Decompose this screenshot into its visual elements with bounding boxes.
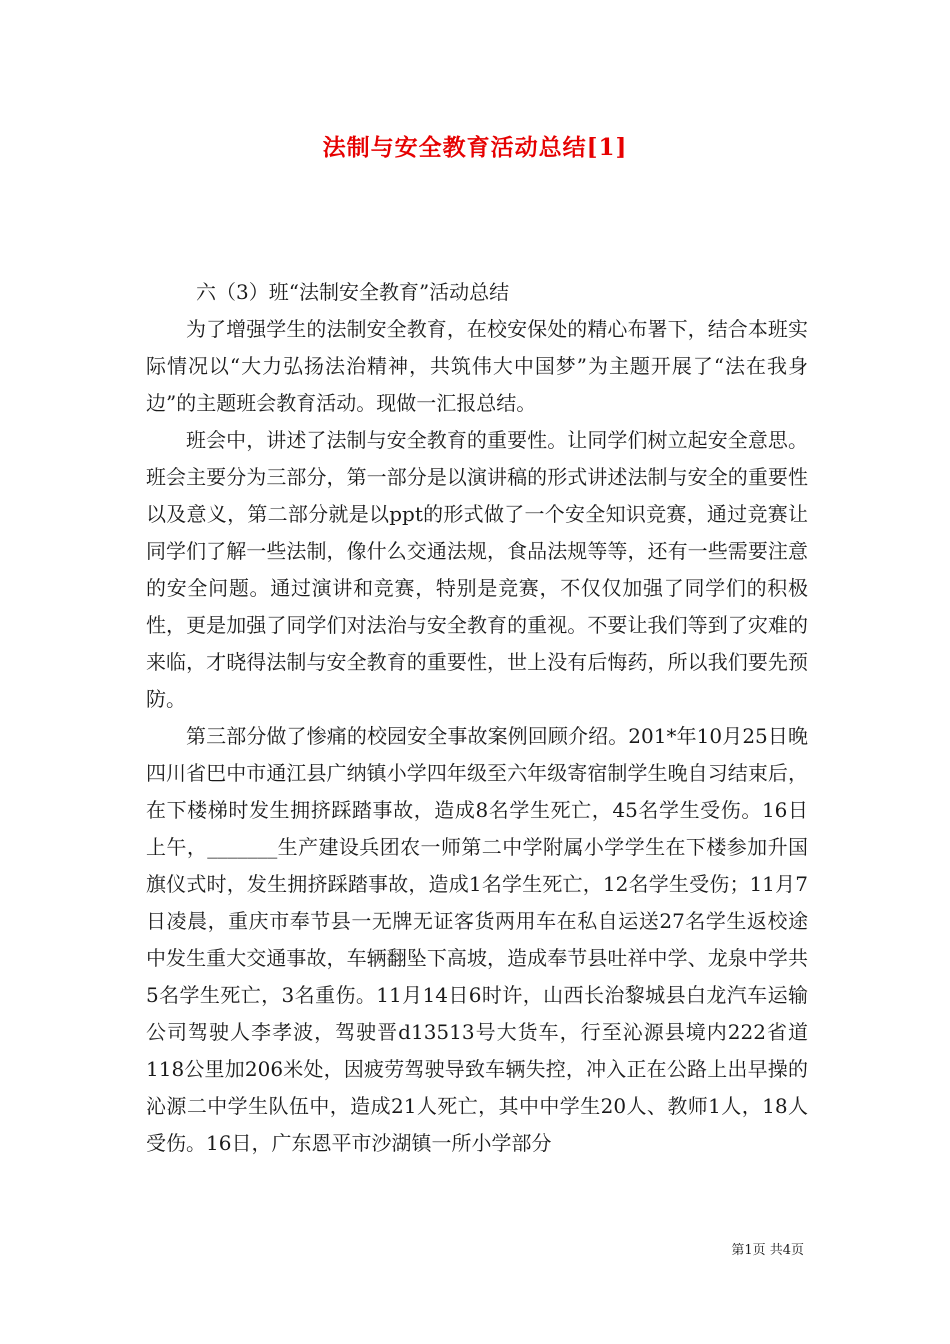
document-body <box>146 274 808 1162</box>
paragraph-case-review: 第三部分做了惨痛的校园安全事故案例回顾介绍。201*年10月25日晚四川省巴中市通江县广纳镇小学四年级至六年级寄宿制学生晚自习结束后，在下楼梯时发生拥挤踩踏事故，造成8名学生死亡，45名学生受伤。16日上午，_______生产建设兵团农一师第二中学附属小学学生在下楼参加升国旗仪式时，发生拥挤踩踏事故，造成1名学生死亡，12名学生受伤；11月7日凌晨，重庆市奉节县一无牌无证客货两用车在私自运送27名学生返校途中发生重大交通事故，车辆翻坠下高坡，造成奉节县吐祥中学、龙泉中学共5名学生死亡，3名重伤。11月14日6时许，山西长治黎城县白龙汽车运输公司驾驶人李孝波，驾驶晋d13513号大货车，行至沁源县境内222省道118公里加206米处，因疲劳驾驶导致车辆失控，冲入正在公路上出早操的沁源二中学生队伍中，造成21人死亡，其中中学生20人、教师1人，18人受伤。16日，广东恩平市沙湖镇一所小学部分 <box>146 724 808 1155</box>
paragraph-class-meeting: 班会中，讲述了法制与安全教育的重要性。让同学们树立起安全意思。班会主要分为三部分，第一部分是以演讲稿的形式讲述法制与安全的重要性以及意义，第二部分就是以ppt的形式做了一个安全知识竞赛，通过竞赛让同学们了解一些法制，像什么交通法规，食品法规等等，还有一些需要注意的安全问题。通过演讲和竞赛，特别是竞赛，不仅仅加强了同学们的积极性，更是加强了同学们对法治与安全教育的重视。不要让我们等到了灾难的来临，才晓得法制与安全教育的重要性，世上没有后悔药，所以我们要先预防。 <box>146 428 808 711</box>
document-title: 法制与安全教育活动总结[1] <box>322 134 628 161</box>
section-heading: 六（3）班“法制安全教育”活动总结 <box>196 280 510 304</box>
paragraph-intro: 为了增强学生的法制安全教育，在校安保处的精心布署下，结合本班实际情况以“大力弘扬法治精神，共筑伟大中国梦”为主题开展了“法在我身边”的主题班会教育活动。现做一汇报总结。 <box>146 317 808 415</box>
page-number: 第1页 共4页 <box>731 1243 804 1258</box>
